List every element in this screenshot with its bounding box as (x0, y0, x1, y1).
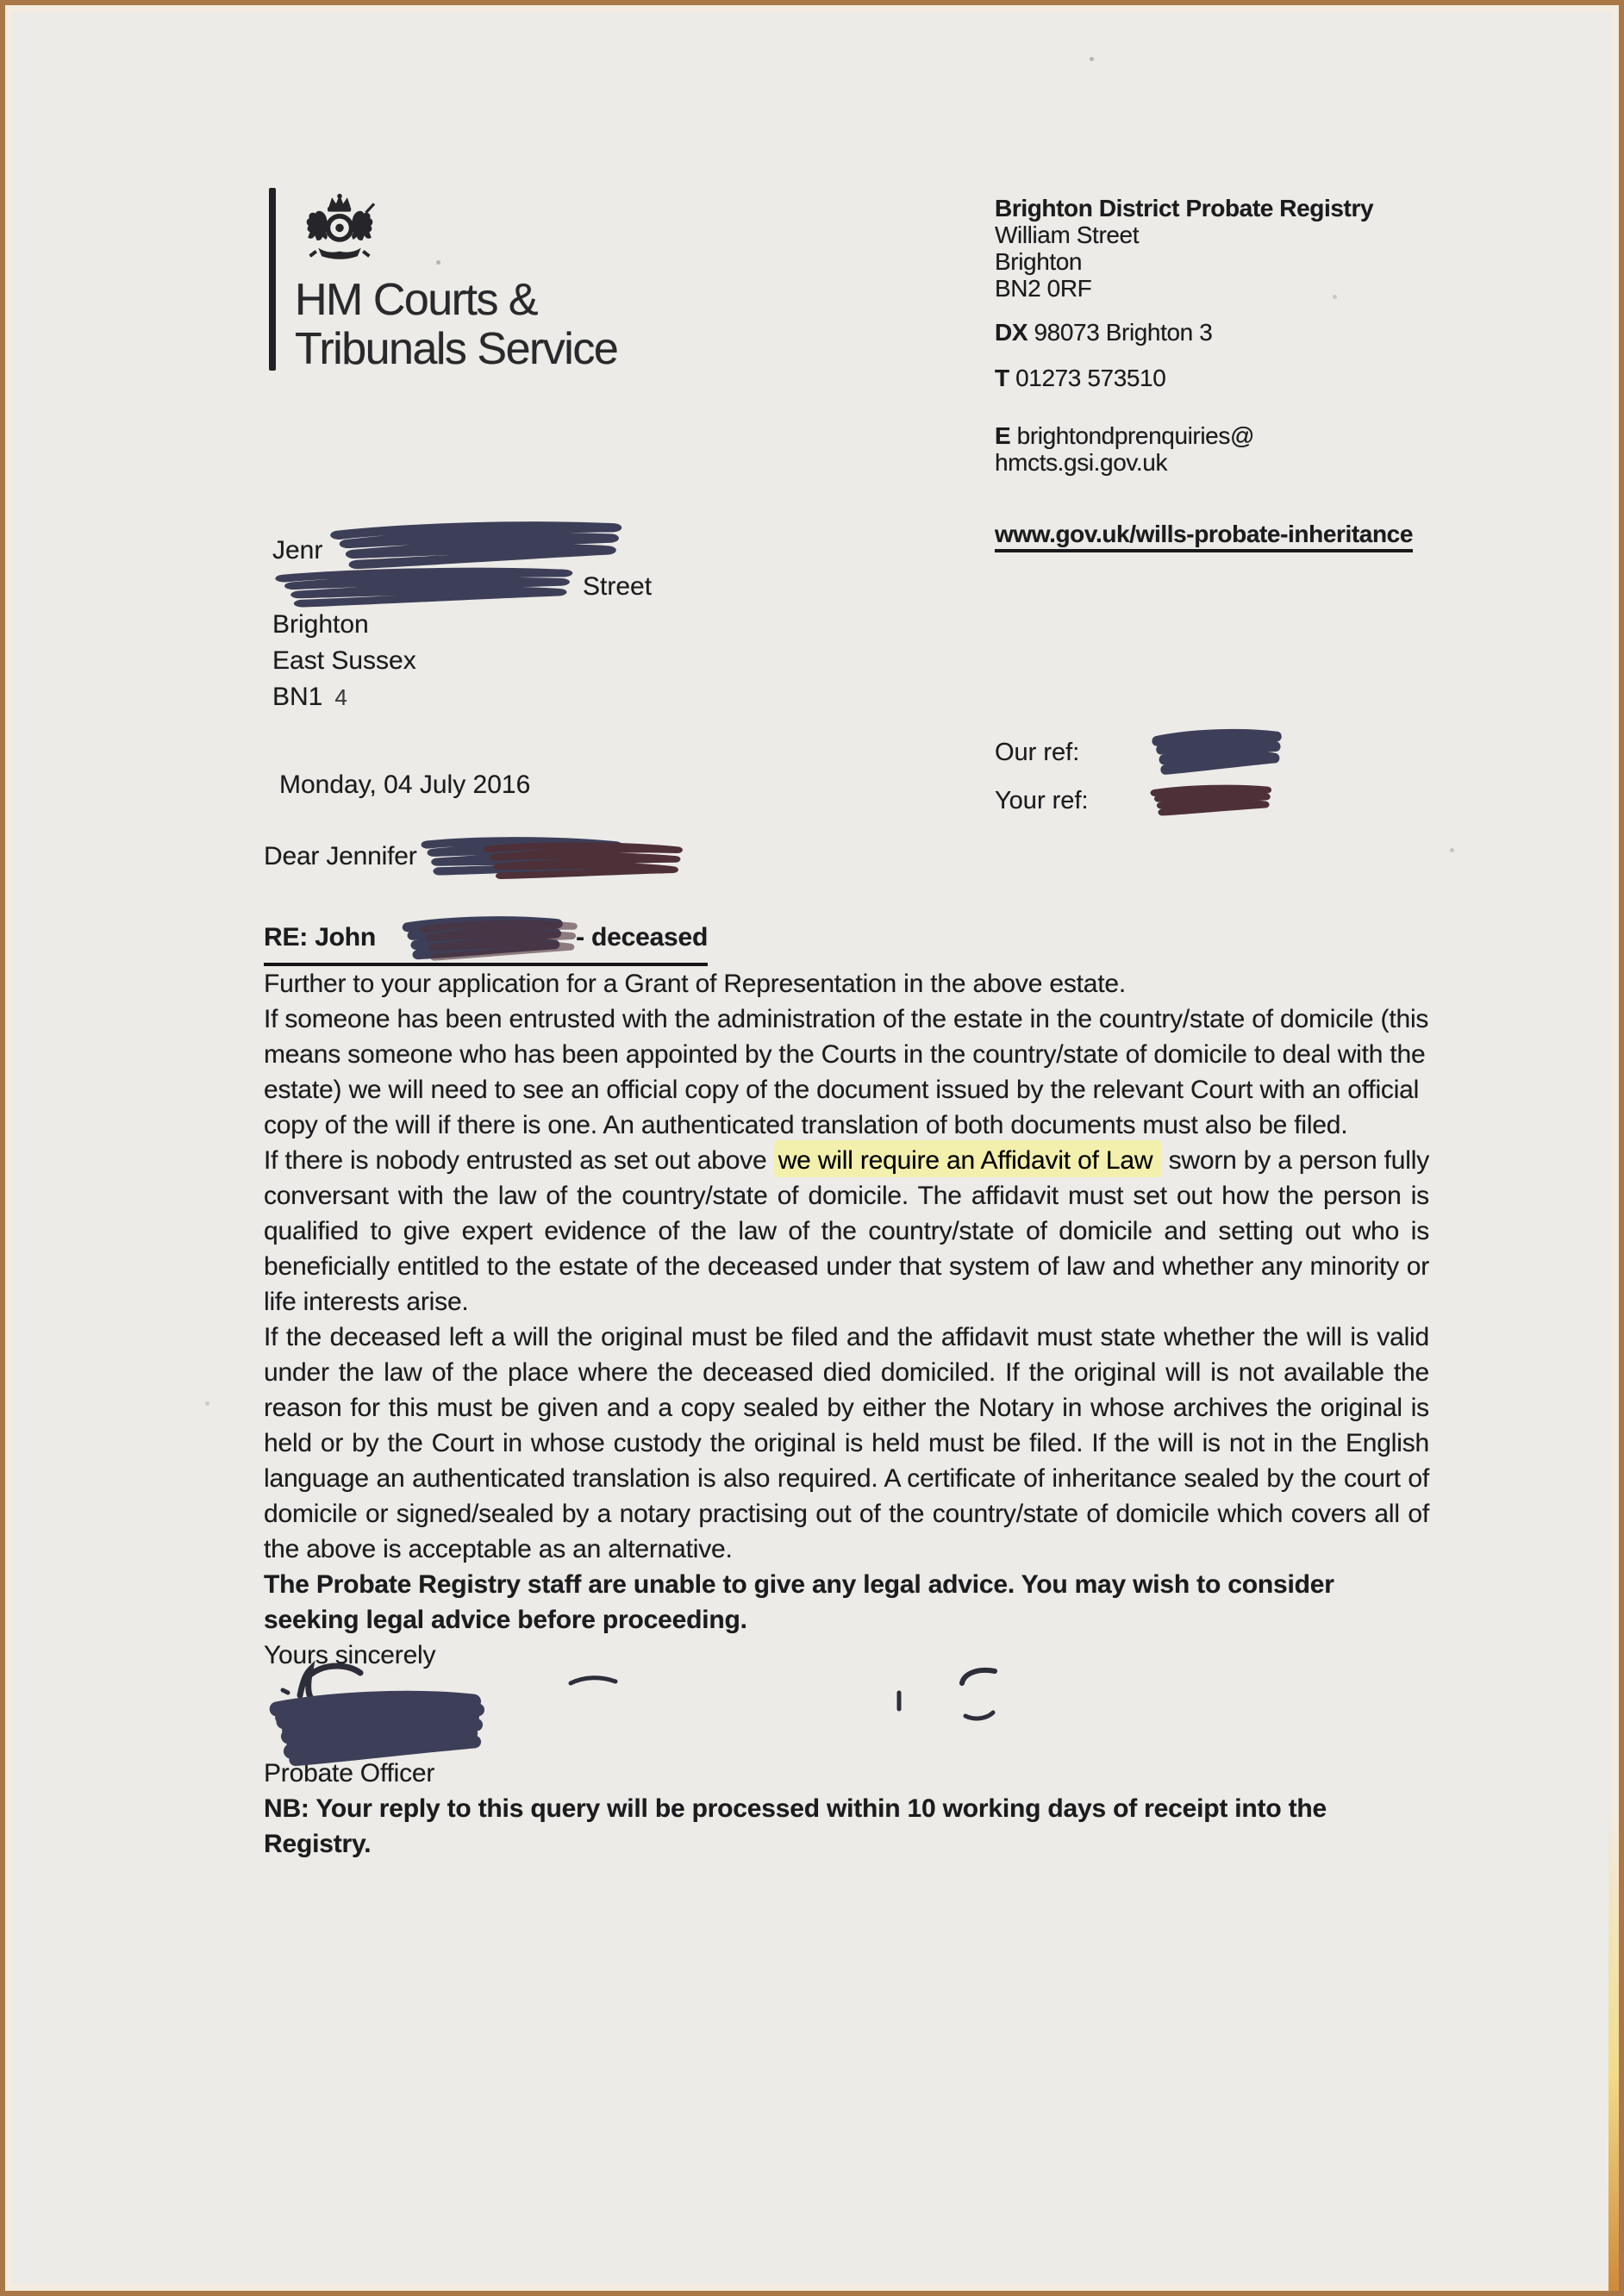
salutation-text: Dear Jennifer (264, 841, 417, 870)
valediction: Yours sincerely (264, 1641, 436, 1669)
email-value-line1: brightondprenquiries@ (1016, 422, 1254, 449)
phone-label: T (995, 365, 1009, 391)
probate-website-link: www.gov.uk/wills-probate-inheritance (995, 521, 1413, 552)
nb-note: NB: Your reply to this query will be processed within 10 working days of receipt into the Registry. (264, 1794, 1327, 1858)
highlighted-phrase: we will require an Affidavit of Law (774, 1140, 1162, 1177)
recipient-postcode: BN1 (272, 683, 323, 712)
our-ref-label: Our ref: (995, 738, 1080, 766)
letter-date: Monday, 04 July 2016 (279, 771, 531, 799)
subject-prefix: RE: John (264, 922, 377, 951)
subject-suffix: - deceased (576, 922, 709, 951)
recipient-street-suffix: Street (583, 572, 653, 601)
royal-coat-of-arms-icon (295, 191, 384, 267)
redaction-scribble (418, 837, 623, 878)
paragraph-3-text-cont: sworn by a person fully conversant with the law of the country/state of domicile. The affidavit must set out how the person is qualified to give expert evidence of the law of the country/state of domicile and setting out who is beneficially entitled to the estate of the deceased under that system of law and whether any minority or life interests arise. (264, 1146, 1429, 1316)
redaction-scribble (402, 917, 565, 961)
logo-divider-bar (269, 188, 276, 371)
paragraph-4: If the deceased left a will the original must be filed and the affidavit must state whether the will is valid under the law of the place where the deceased died domiciled. If the original will is not available the reason for this must be given and a copy sealed by either the Notary in whose archives the original is held or by the Court in whose custody the original is held must be filed. If the will is not in the English language an authenticated translation is also required. A certificate of inheritance sealed by the court of domicile or signed/sealed by a notary practising out of the country/state of domicile which covers all of the above is acceptable as an alternative. (264, 1323, 1429, 1563)
redaction-scribble (328, 520, 626, 571)
sender-postcode: BN2 0RF (995, 275, 1092, 302)
signature-stroke (950, 1666, 1010, 1726)
sender-email-line (995, 422, 1460, 449)
your-ref-line (995, 786, 1272, 815)
paragraph-3-text: If there is nobody entrusted as set out above (264, 1146, 774, 1175)
phone-value: 01273 573510 (1015, 365, 1166, 391)
recipient-address-block (272, 533, 652, 715)
recipient-postcode-partial: 4 (334, 684, 347, 711)
scan-speck (205, 1401, 209, 1406)
subject-line (264, 918, 1429, 966)
sender-office-name: Brighton District Probate Registry (995, 195, 1374, 221)
paragraph-3 (264, 1143, 1429, 1320)
signature-area (264, 1673, 1429, 1756)
letter-body (264, 838, 1429, 1862)
redaction-scribble (1151, 729, 1283, 776)
sender-phone-line (995, 365, 1460, 391)
scan-speck (1090, 57, 1094, 61)
our-ref-line (995, 731, 1283, 774)
email-value-line2: hmcts.gsi.gov.uk (995, 449, 1168, 476)
scan-speck (1450, 848, 1454, 852)
sender-street: William Street (995, 221, 1140, 248)
recipient-county: East Sussex (272, 646, 416, 676)
paragraph-1: Further to your application for a Grant of Representation in the above estate. (264, 970, 1126, 998)
org-name-line2: Tribunals Service (295, 324, 618, 374)
redaction-scribble (1150, 785, 1273, 816)
recipient-name-visible: Jenr (272, 536, 323, 565)
signoff-role: Probate Officer (264, 1759, 435, 1788)
sender-address-block (995, 195, 1460, 552)
sender-dx-line (995, 319, 1460, 346)
dx-label: DX (995, 319, 1028, 346)
legal-advice-notice: The Probate Registry staff are unable to give any legal advice. You may wish to consider seeking legal advice before proceeding. (264, 1570, 1334, 1634)
signature-stroke (893, 1690, 905, 1713)
recipient-town: Brighton (272, 610, 369, 640)
sender-town: Brighton (995, 248, 1083, 275)
letterhead-logo (269, 188, 617, 374)
redaction-scribble (272, 567, 577, 609)
signature-redaction-scribble (268, 1691, 484, 1761)
paragraph-2: If someone has been entrusted with the administration of the estate in the country/state of domicile (this means someone who has been appointed by the Courts in the country/state of domicile to deal with the estate) we will need to see an official copy of the document issued by the relevant Court with an official copy of the will if there is one. An authenticated translation of both documents must also be filed. (264, 1005, 1429, 1139)
signature-stroke (567, 1675, 619, 1688)
dx-value: 98073 Brighton 3 (1034, 319, 1213, 346)
org-name-line1: HM Courts & (295, 275, 538, 325)
your-ref-label: Your ref: (995, 786, 1089, 814)
email-label: E (995, 422, 1011, 449)
